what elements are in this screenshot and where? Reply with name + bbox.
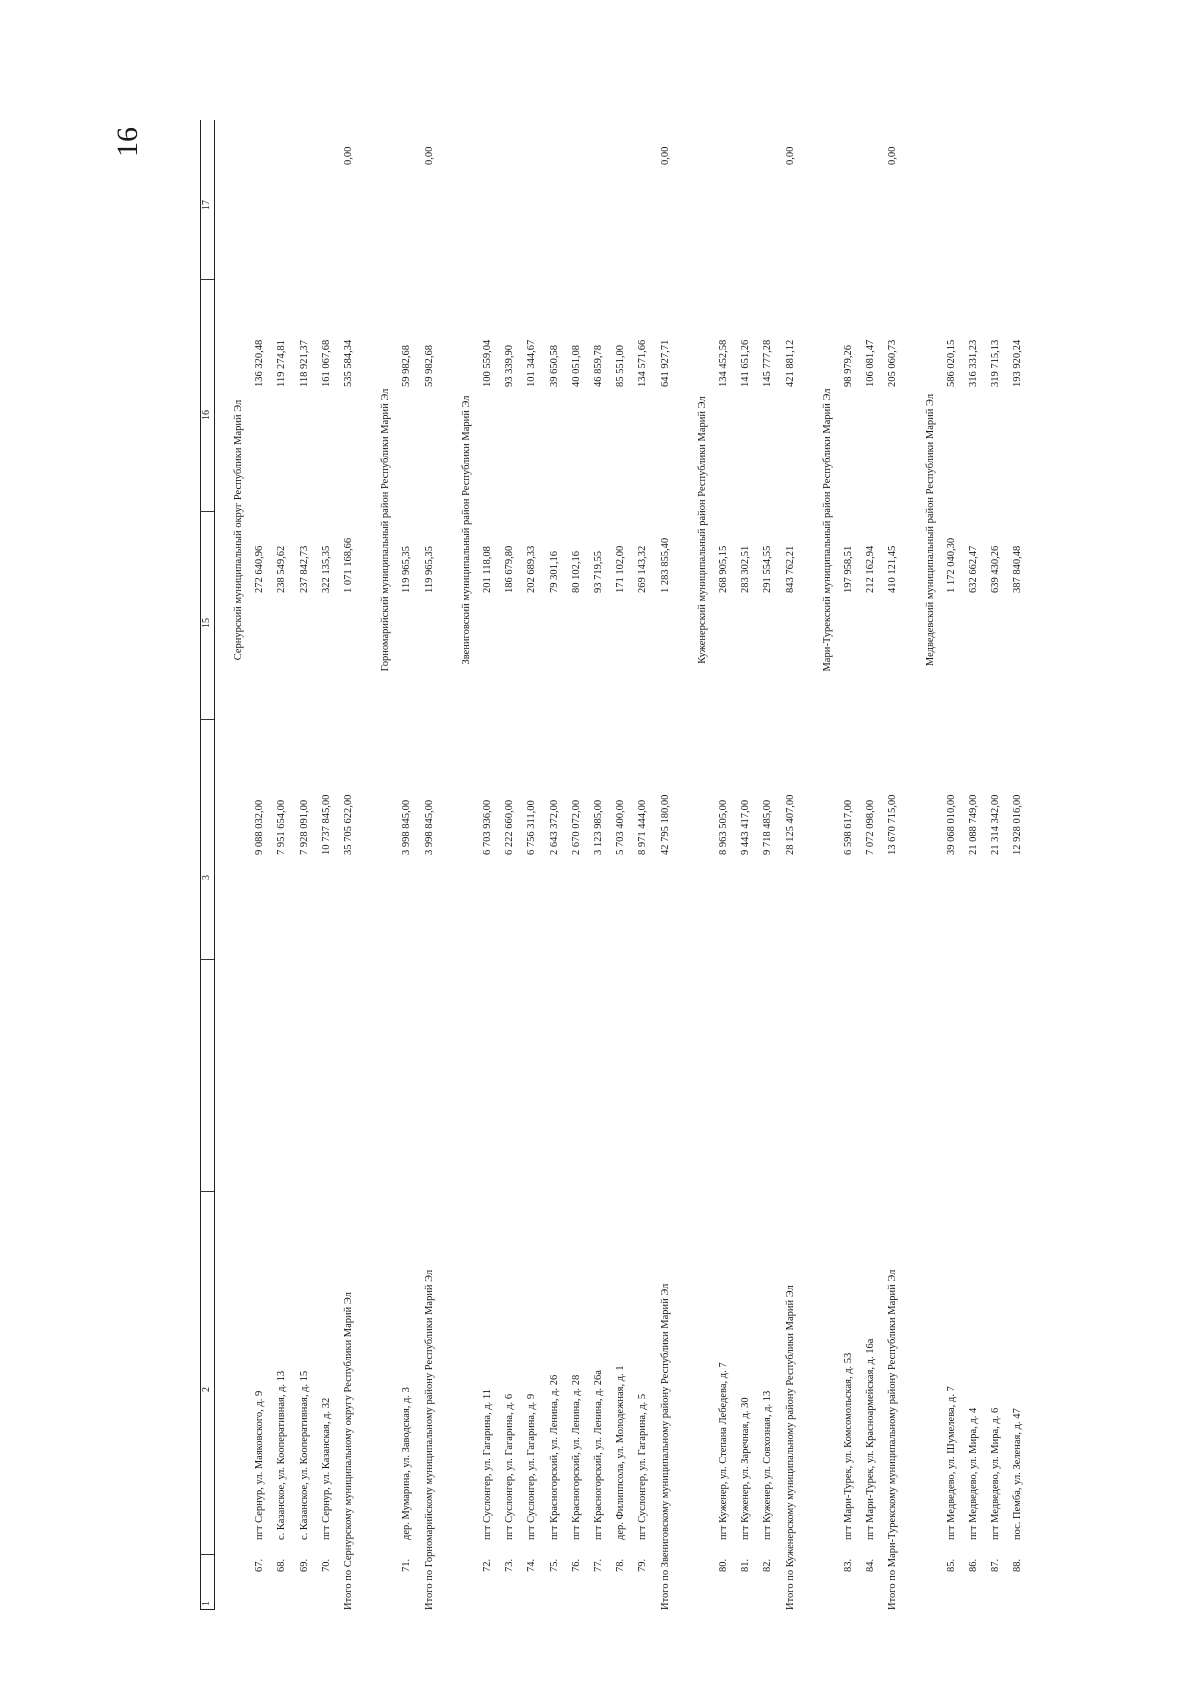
- section-total-col17: 0,00: [887, 146, 899, 165]
- row-number: 75.: [548, 1558, 560, 1572]
- row-address: пгт Суслонгер, ул. Гагарина, д. 9: [526, 1393, 538, 1540]
- row-value-col15: 79 301,16: [548, 551, 560, 593]
- row-number: 70.: [320, 1558, 332, 1572]
- column-header-15: 15: [201, 618, 212, 628]
- section-total-label: Итого по Горномарийскому муниципальному району Республики Марий Эл: [423, 1269, 435, 1610]
- row-value-col15: 269 143,32: [637, 545, 649, 593]
- row-number: 77.: [593, 1558, 604, 1572]
- row-value-col15: 639 430,26: [990, 545, 1002, 593]
- row-address: пгт Медведево, ул. Шумелева, д. 7: [945, 1386, 957, 1540]
- section-title: Горномарийский муниципальный район Республики Марий Эл: [380, 388, 392, 672]
- section-total-col16: 641 927,71: [659, 339, 671, 387]
- row-address: пгт Суслонгер, ул. Гагарина, д. 11: [482, 1388, 493, 1540]
- row-number: 74.: [526, 1558, 538, 1572]
- section-total-col16: 59 982,68: [423, 345, 435, 387]
- row-value-col3: 9 718 485,00: [762, 799, 774, 855]
- row-value-col16: 101 344,67: [526, 339, 538, 387]
- row-number: 76.: [570, 1558, 582, 1572]
- column-tick: [200, 959, 214, 960]
- row-value-col3: 9 088 032,00: [254, 799, 266, 855]
- section-total-col17: 0,00: [784, 146, 796, 165]
- section-total-label: Итого по Куженерскому муниципальному району Республики Марий Эл: [784, 1285, 796, 1610]
- column-tick: [200, 719, 214, 720]
- row-value-col16: 46 859,78: [593, 345, 604, 387]
- row-number: 81.: [740, 1558, 752, 1572]
- row-number: 82.: [762, 1558, 774, 1572]
- row-value-col3: 7 928 091,00: [298, 799, 310, 855]
- row-value-col15: 387 840,48: [1012, 545, 1024, 593]
- section-total-col17: 0,00: [423, 146, 435, 165]
- row-value-col3: 12 928 016,00: [1012, 794, 1024, 855]
- section-total-col3: 35 705 622,00: [343, 794, 354, 855]
- row-value-col16: 586 020,15: [945, 339, 957, 387]
- row-value-col3: 8 963 505,00: [718, 799, 729, 855]
- row-address: пос. Пемба, ул. Зеленая, д. 47: [1012, 1408, 1024, 1540]
- row-value-col3: 9 443 417,00: [740, 799, 752, 855]
- row-value-col3: 3 123 985,00: [593, 799, 604, 855]
- section-total-label: Итого по Мари-Турекскому муниципальному району Республики Марий Эл: [887, 1269, 899, 1610]
- row-address: с. Казанское, ул. Кооперативная, д. 15: [298, 1370, 310, 1540]
- section-total-col3: 3 998 845,00: [423, 799, 435, 855]
- column-header-2: 2: [201, 1387, 212, 1392]
- row-number: 84.: [865, 1558, 877, 1572]
- row-value-col16: 319 715,13: [990, 339, 1002, 387]
- row-value-col15: 119 965,35: [401, 546, 413, 593]
- section-total-col16: 421 881,12: [784, 339, 796, 387]
- row-address: пгт Суслонгер, ул. Гагарина, д. 6: [504, 1393, 516, 1540]
- row-number: 88.: [1012, 1558, 1024, 1572]
- row-value-col16: 39 650,58: [548, 345, 560, 387]
- row-address: пгт Красногорский, ул. Ленина, д. 26а: [593, 1370, 604, 1540]
- row-value-col15: 186 679,80: [504, 545, 516, 593]
- row-value-col16: 106 081,47: [865, 339, 877, 387]
- row-value-col3: 2 670 072,00: [570, 799, 582, 855]
- row-value-col15: 322 135,35: [320, 545, 332, 593]
- row-value-col16: 145 777,28: [762, 339, 774, 387]
- row-value-col16: 40 051,08: [570, 345, 582, 387]
- section-total-col3: 42 795 180,00: [659, 794, 671, 855]
- row-number: 79.: [637, 1558, 649, 1572]
- table-left-tick: [200, 1609, 215, 1610]
- section-total-col15: 1 071 168,66: [343, 537, 354, 593]
- row-value-col16: 85 551,00: [615, 345, 627, 387]
- section-total-col15: 410 121,45: [887, 545, 899, 593]
- section-total-col15: 119 965,35: [423, 546, 435, 593]
- row-value-col3: 6 598 617,00: [843, 799, 854, 855]
- section-total-col17: 0,00: [659, 146, 671, 165]
- row-value-col15: 237 842,73: [298, 545, 310, 593]
- row-address: пгт Куженер, ул. Заречная, д. 30: [740, 1397, 752, 1540]
- row-number: 71.: [401, 1558, 413, 1572]
- section-total-label: Итого по Звениговскому муниципальному району Республики Марий Эл: [659, 1283, 671, 1610]
- row-number: 85.: [945, 1558, 957, 1572]
- row-value-col15: 212 162,94: [865, 545, 877, 593]
- row-value-col16: 141 651,26: [740, 339, 752, 387]
- row-value-col15: 632 662,47: [968, 545, 979, 593]
- row-number: 73.: [504, 1558, 516, 1572]
- row-address: пгт Красногорский, ул. Ленина, д. 28: [570, 1374, 582, 1540]
- section-title: Сернурский муниципальный округ Республики Марий Эл: [233, 399, 244, 661]
- header-bottom-border: [214, 120, 215, 1610]
- row-address: с. Казанское, ул. Кооперативная, д. 13: [276, 1370, 288, 1540]
- column-tick: [200, 511, 214, 512]
- row-value-col16: 119 274,81: [276, 340, 288, 387]
- row-address: пгт Мари-Турек, ул. Комсомольская, д. 53: [843, 1352, 854, 1540]
- row-number: 72.: [482, 1558, 493, 1572]
- row-value-col3: 6 222 660,00: [504, 799, 516, 855]
- row-value-col3: 3 998 845,00: [401, 799, 413, 855]
- row-address: пгт Суслонгер, ул. Гагарина, д. 5: [637, 1393, 649, 1540]
- section-total-label: Итого по Сернурскому муниципальному округу Республики Марий Эл: [343, 1292, 354, 1610]
- row-address: пгт Медведево, ул. Мира, д. 6: [990, 1407, 1002, 1540]
- row-value-col3: 21 088 749,00: [968, 794, 979, 855]
- row-value-col3: 6 703 936,00: [482, 799, 493, 855]
- section-total-col3: 13 670 715,00: [887, 794, 899, 855]
- row-value-col3: 8 971 444,00: [637, 799, 649, 855]
- row-value-col16: 59 982,68: [401, 345, 413, 387]
- row-value-col3: 6 756 311,00: [526, 800, 538, 855]
- section-title: Медведевский муниципальный район Республики Марий Эл: [924, 393, 936, 667]
- section-total-col16: 535 584,34: [343, 339, 354, 387]
- row-value-col15: 291 554,55: [762, 545, 774, 593]
- column-tick: [200, 279, 214, 280]
- column-tick: [200, 1554, 214, 1555]
- row-address: пгт Куженер, ул. Степана Лебедева, д. 7: [718, 1362, 729, 1540]
- row-value-col15: 201 118,08: [482, 546, 493, 593]
- row-value-col16: 100 559,04: [482, 339, 493, 387]
- row-value-col3: 21 314 342,00: [990, 794, 1002, 855]
- row-number: 87.: [990, 1558, 1002, 1572]
- column-header-3: 3: [201, 875, 212, 880]
- section-total-col3: 28 125 407,00: [784, 794, 796, 855]
- row-value-col16: 136 320,48: [254, 339, 266, 387]
- row-value-col3: 10 737 845,00: [320, 794, 332, 855]
- column-header-1: 1: [201, 1601, 212, 1606]
- row-value-col3: 7 951 654,00: [276, 799, 288, 855]
- row-number: 80.: [718, 1558, 729, 1572]
- row-address: дер. Мумарина, ул. Заводская, д. 3: [401, 1387, 413, 1540]
- row-address: дер. Филиппсола, ул. Молодежная, д. 1: [615, 1365, 627, 1540]
- row-value-col16: 134 452,58: [718, 339, 729, 387]
- section-total-col17: 0,00: [343, 146, 354, 165]
- row-address: пгт Сернур, ул. Казанская, д. 32: [320, 1397, 332, 1540]
- row-number: 83.: [843, 1558, 854, 1572]
- row-value-col3: 2 643 372,00: [548, 799, 560, 855]
- row-value-col3: 5 703 400,00: [615, 799, 627, 855]
- row-address: пгт Сернур, ул. Маяковского, д. 9: [254, 1390, 266, 1540]
- row-value-col16: 118 921,37: [298, 340, 310, 387]
- row-value-col16: 316 331,23: [968, 339, 979, 387]
- column-header-17: 17: [201, 200, 212, 210]
- row-number: 68.: [276, 1558, 288, 1572]
- row-value-col16: 134 571,66: [637, 339, 649, 387]
- section-total-col15: 843 762,21: [784, 545, 796, 593]
- column-header-16: 16: [201, 410, 212, 420]
- section-title: Звениговский муниципальный район Республики Марий Эл: [460, 395, 472, 665]
- page-number: 16: [111, 127, 144, 157]
- row-value-col15: 283 302,51: [740, 545, 752, 593]
- row-value-col15: 1 172 040,30: [945, 537, 957, 593]
- row-value-col15: 197 958,51: [843, 545, 854, 593]
- row-address: пгт Куженер, ул. Совхозная, д. 13: [762, 1390, 774, 1540]
- row-value-col15: 171 102,00: [615, 545, 627, 593]
- row-value-col16: 161 067,68: [320, 339, 332, 387]
- row-number: 69.: [298, 1558, 310, 1572]
- row-number: 86.: [968, 1558, 979, 1572]
- row-number: 67.: [254, 1558, 266, 1572]
- column-tick: [200, 1191, 214, 1192]
- row-address: пгт Медведево, ул. Мира, д. 4: [968, 1407, 979, 1540]
- data-table: [200, 120, 1024, 1610]
- row-value-col15: 80 102,16: [570, 551, 582, 593]
- row-value-col15: 268 905,15: [718, 545, 729, 593]
- row-number: 78.: [615, 1558, 627, 1572]
- row-value-col16: 98 979,26: [843, 345, 854, 387]
- row-value-col3: 39 068 010,00: [945, 794, 957, 855]
- row-value-col15: 238 549,62: [276, 545, 288, 593]
- row-value-col15: 202 689,33: [526, 545, 538, 593]
- row-address: пгт Красногорский, ул. Ленина, д. 26: [548, 1374, 560, 1540]
- section-total-col15: 1 283 855,40: [659, 537, 671, 593]
- row-value-col15: 272 640,96: [254, 545, 266, 593]
- row-value-col3: 7 072 098,00: [865, 799, 877, 855]
- section-title: Мари-Турекский муниципальный район Республики Марий Эл: [821, 388, 833, 672]
- section-title: Куженерский муниципальный район Республики Марий Эл: [696, 396, 708, 664]
- section-total-col16: 205 060,73: [887, 339, 899, 387]
- row-value-col16: 193 920,24: [1012, 339, 1024, 387]
- row-value-col15: 93 719,55: [593, 551, 604, 593]
- row-address: пгт Мари-Турек, ул. Красноармейская, д. 16а: [865, 1338, 877, 1540]
- row-value-col16: 93 339,90: [504, 345, 516, 387]
